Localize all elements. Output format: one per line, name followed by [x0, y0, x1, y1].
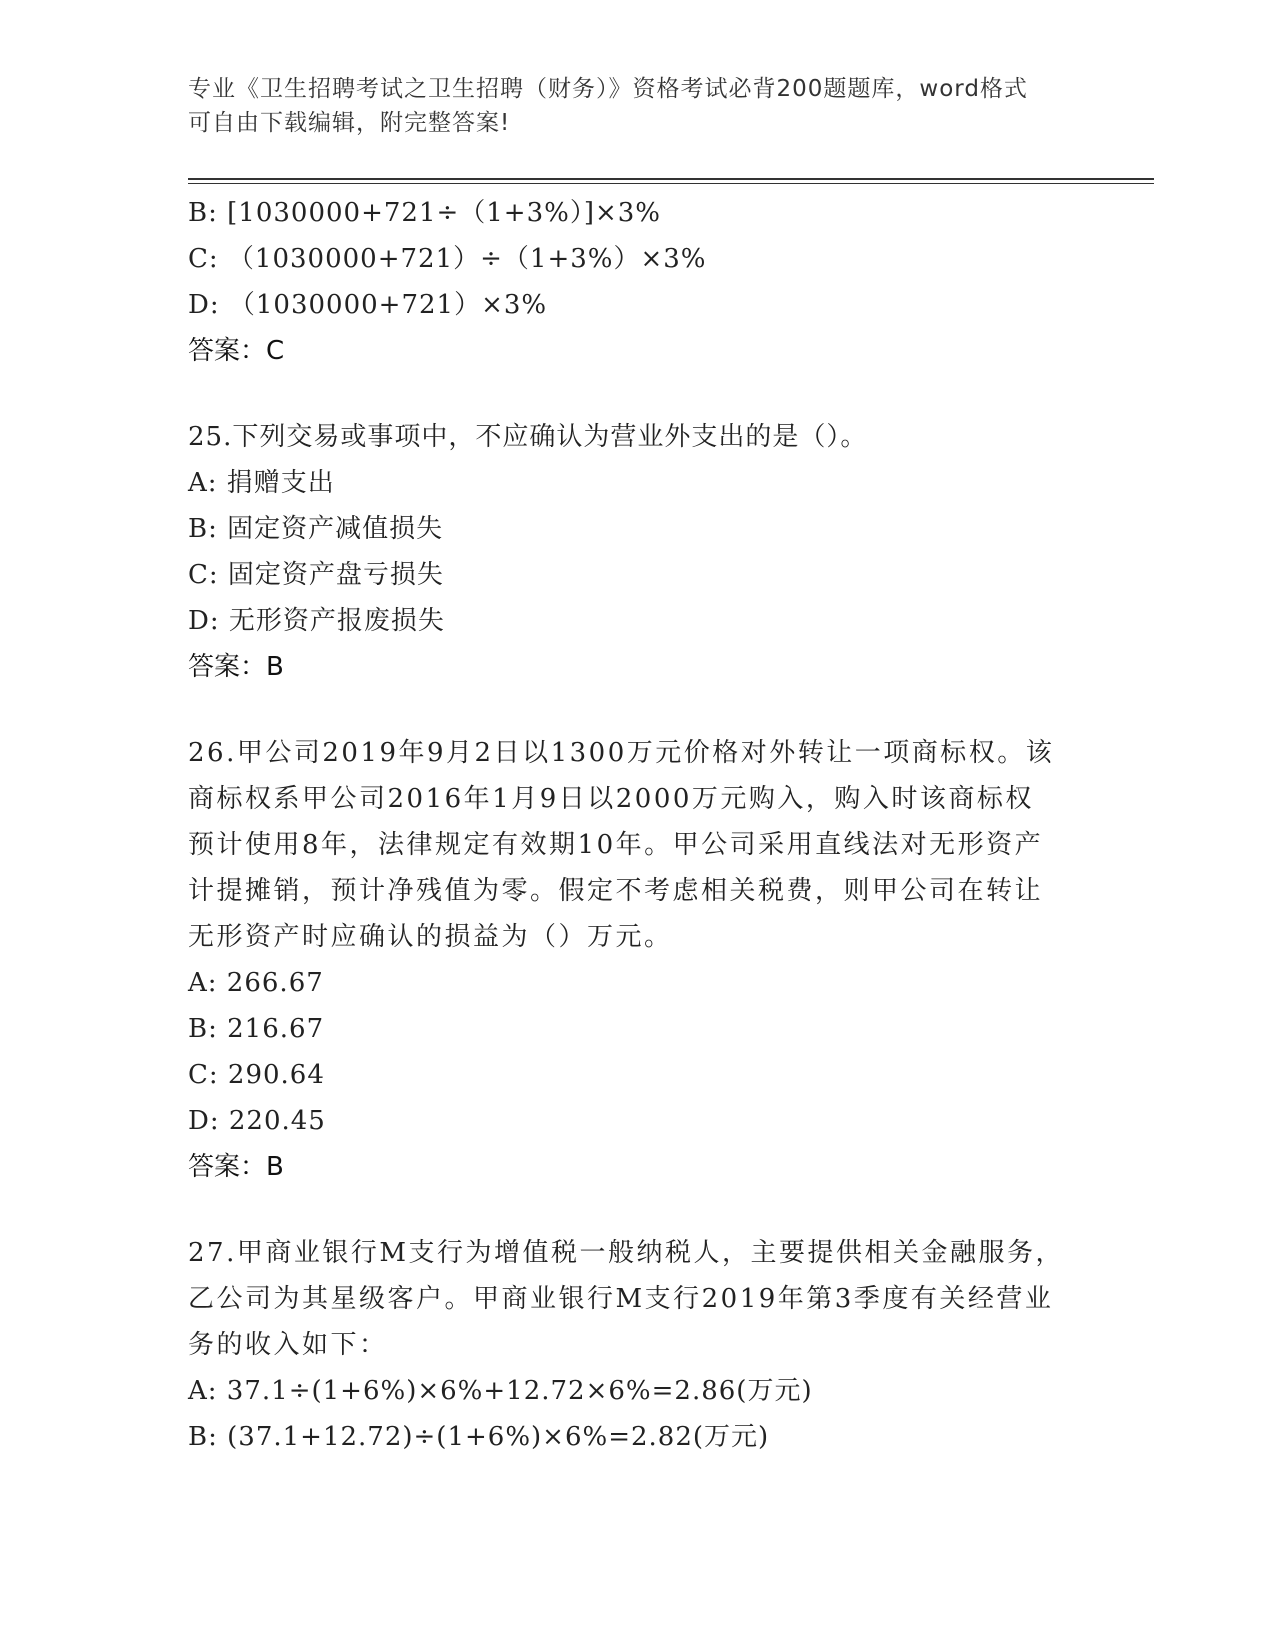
header-title-line-1: 专业《卫生招聘考试之卫生招聘（财务）》资格考试必背200题题库，word格式: [188, 76, 1028, 102]
option-c: C: （1030000+721）÷（1+3%）×3%: [188, 244, 707, 274]
question-stem-line-2: 乙公司为其星级客户。甲商业银行M支行2019年第3季度有关经营业: [188, 1284, 1054, 1314]
document-header: [188, 72, 1068, 140]
option-c: C: 固定资产盘亏损失: [188, 560, 444, 590]
question-stem-line-3: 预计使用8年，法律规定有效期10年。甲公司采用直线法对无形资产: [188, 830, 1044, 860]
question-27: [188, 1230, 1068, 1460]
header-divider-thin: [188, 183, 1154, 184]
question-24-tail: [188, 190, 1068, 374]
question-stem-line-1: 26.甲公司2019年9月2日以1300万元价格对外转让一项商标权。该: [188, 738, 1055, 768]
question-26: [188, 730, 1068, 1190]
option-a: A: 捐赠支出: [188, 468, 335, 498]
question-stem-line-2: 商标权系甲公司2016年1月9日以2000万元购入，购入时该商标权: [188, 784, 1034, 814]
header-divider-thick: [188, 178, 1154, 180]
option-d: D: 220.45: [188, 1106, 326, 1136]
question-stem-line-1: 27.甲商业银行M支行为增值税一般纳税人，主要提供相关金融服务，: [188, 1238, 1064, 1268]
option-d: D: （1030000+721）×3%: [188, 290, 548, 320]
option-b: B: [1030000+721÷（1+3%）]×3%: [188, 198, 662, 228]
document-body: [188, 190, 1068, 1460]
question-stem-line-5: 无形资产时应确认的损益为（）万元。: [188, 922, 673, 952]
answer: 答案：B: [188, 652, 284, 682]
option-b: B: 216.67: [188, 1014, 325, 1044]
question-25: [188, 414, 1068, 690]
option-b: B: 固定资产减值损失: [188, 514, 444, 544]
question-stem-line-3: 务的收入如下：: [188, 1330, 388, 1360]
option-a: A: 37.1÷(1+6%)×6%+12.72×6%=2.86(万元): [188, 1376, 813, 1406]
option-c: C: 290.64: [188, 1060, 325, 1090]
question-stem-line-4: 计提摊销，预计净残值为零。假定不考虑相关税费，则甲公司在转让: [188, 876, 1044, 906]
header-title-line-2: 可自由下载编辑，附完整答案!: [188, 110, 511, 136]
answer: 答案：B: [188, 1152, 284, 1182]
option-a: A: 266.67: [188, 968, 324, 998]
option-b: B: (37.1+12.72)÷(1+6%)×6%=2.82(万元): [188, 1422, 770, 1452]
option-d: D: 无形资产报废损失: [188, 606, 445, 636]
question-stem: 25.下列交易或事项中，不应确认为营业外支出的是（）。: [188, 422, 868, 452]
answer: 答案：C: [188, 336, 285, 366]
